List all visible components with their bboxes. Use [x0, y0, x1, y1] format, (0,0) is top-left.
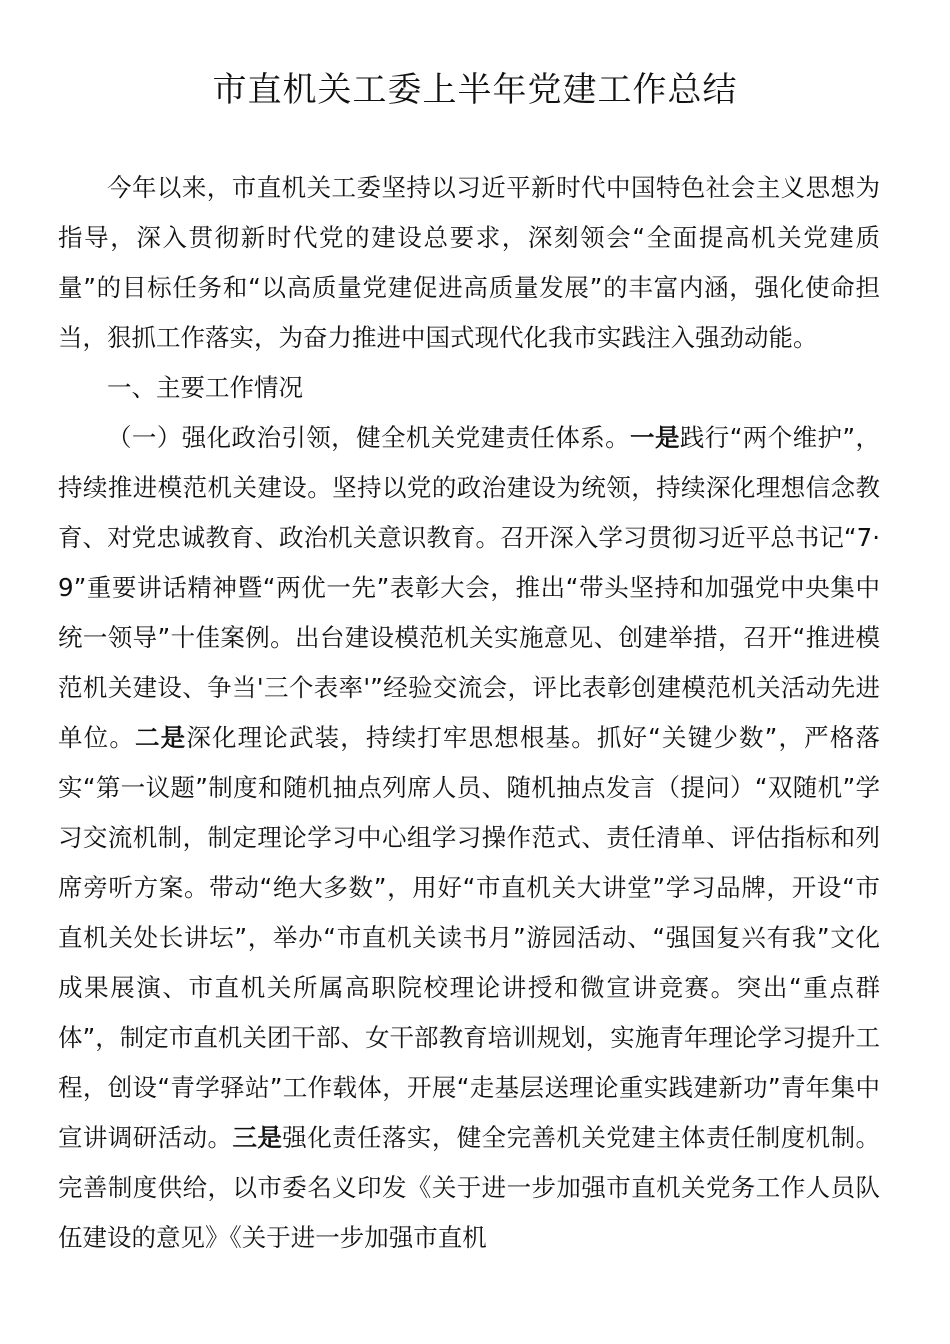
section-1-lead: （一）强化政治引领，健全机关党建责任体系。 — [107, 423, 631, 452]
point-label-2: 二是 — [134, 723, 187, 752]
intro-paragraph: 今年以来，市直机关工委坚持以习近平新时代中国特色社会主义思想为指导，深入贯彻新时代党的建设总要求，深刻领会“全面提高机关党建质量”的目标任务和“以高质量党建促进高质量发展”的丰富内涵，强化使命担当，狠抓工作落实，为奋力推进中国式现代化我市实践注入强劲动能。 — [58, 173, 880, 352]
point-text-2: 深化理论武装，持续打牢思想根基。抓好“关键少数”，严格落实“第一议题”制度和随机抽点列席人员、随机抽点发言（提问）“双随机”学习交流机制，制定理论学习中心组学习操作范式、责任清单、评估指标和列席旁听方案。带动“绝大多数”，用好“市直机关大讲堂”学习品牌，开设“市直机关处长讲坛”，举办“市直机关读书月”游园活动、“强国复兴有我”文化成果展演、市直机关所属高职院校理论讲授和微宣讲竞赛。突出“重点群体”，制定市直机关团干部、女干部教育培训规划，实施青年理论学习提升工程，创设“青学驿站”工作载体，开展“走基层送理论重实践建新功”青年集中宣讲调研活动。 — [58, 723, 881, 1152]
section-1-paragraph — [58, 413, 880, 1263]
point-text-1: 践行“两个维护”，持续推进模范机关建设。坚持以党的政治建设为统领，持续深化理想信念教育、对党忠诚教育、政治机关意识教育。召开深入学习贯彻习近平总书记“7·9”重要讲话精神暨“两优一先”表彰大会，推出“带头坚持和加强党中央集中统一领导”十佳案例。出台建设模范机关实施意见、创建举措，召开“推进模范机关建设、争当'三个表率'”经验交流会，评比表彰创建模范机关活动先进单位。 — [58, 423, 881, 752]
point-label-1: 一是 — [630, 423, 680, 452]
section-heading: 一、主要工作情况 — [107, 373, 303, 402]
point-label-3: 三是 — [232, 1123, 283, 1152]
document-title: 市直机关工委上半年党建工作总结 — [212, 70, 738, 110]
document-body — [58, 163, 880, 1263]
point-text-3: 强化责任落实，健全完善机关党建主体责任制度机制。完善制度供给，以市委名义印发《关于进一步加强市直机关党务工作人员队伍建设的意见》《关于进一步加强市直机 — [58, 1123, 880, 1252]
